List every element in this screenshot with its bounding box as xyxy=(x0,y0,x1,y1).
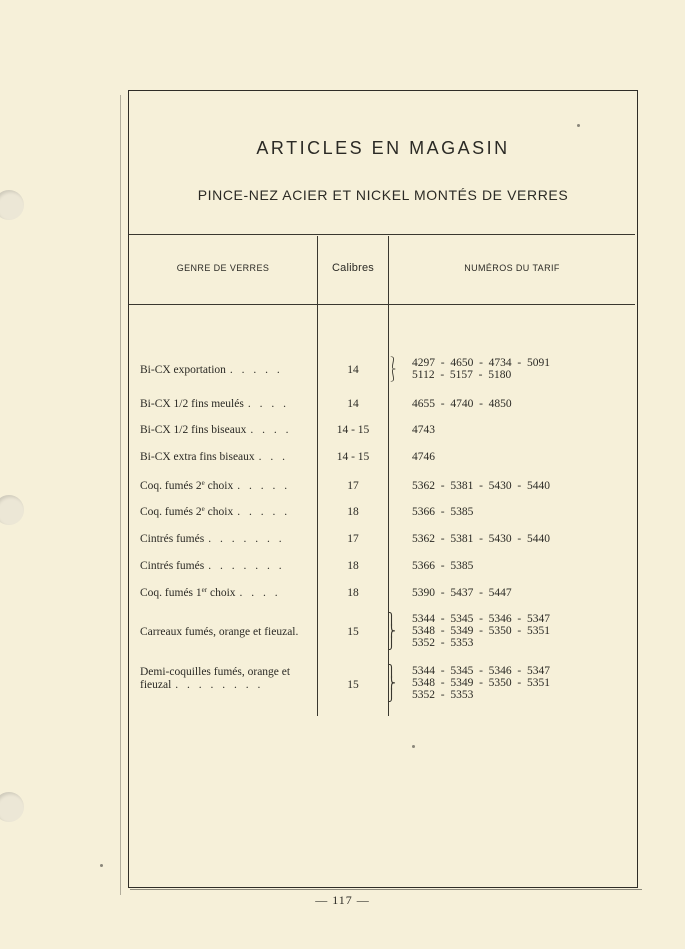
leader-dots: . . . xyxy=(258,451,289,463)
header-genre: GENRE DE VERRES xyxy=(176,263,270,273)
tarif-number-line: 5366 - 5385 xyxy=(412,560,474,572)
genre-cell xyxy=(140,398,316,411)
ordinal-suffix: e xyxy=(201,505,205,513)
leader-dots: . . . . . xyxy=(237,506,291,518)
tarif-number-line: 4655 - 4740 - 4850 xyxy=(412,398,512,410)
genre-label: Coq. fumés 2e choix xyxy=(140,479,234,492)
calibre-cell: 14 xyxy=(347,364,359,376)
genre-label-continued: fieuzal xyxy=(140,679,172,691)
tarif-number-line: 4746 xyxy=(412,451,435,463)
ordinal-suffix: e xyxy=(201,479,205,487)
tarif-number-line: 5348 - 5349 - 5350 - 5351 xyxy=(412,625,550,637)
tarif-numbers-cell xyxy=(412,560,473,572)
calibre-cell: 15 xyxy=(347,679,359,691)
genre-cell xyxy=(140,560,316,573)
calibre-cell: 17 xyxy=(347,480,359,492)
tarif-numbers-cell xyxy=(412,613,550,649)
header-numeros: NUMÉROS DU TARIF xyxy=(464,263,560,273)
header-bottom-rule xyxy=(129,304,635,305)
frame-shadow-bottom xyxy=(130,889,642,890)
tarif-number-line: 4297 - 4650 - 4734 - 5091 xyxy=(412,357,550,369)
tarif-number-line: 5112 - 5157 - 5180 xyxy=(412,369,512,381)
genre-cell xyxy=(140,451,316,464)
genre-label: Carreaux fumés, orange et fieuzal. xyxy=(140,626,299,638)
leader-dots: . . . . . . . xyxy=(208,560,285,572)
genre-label: Coq. fumés 2e choix xyxy=(140,505,234,518)
brace-mark: ⎫ ⎬ ⎭ xyxy=(387,664,396,702)
leader-dots: . . . . xyxy=(247,398,289,410)
brace-mark: ⎱ ⎰ xyxy=(387,356,400,382)
column-divider-left xyxy=(317,236,318,716)
genre-label: Cintrés fumés xyxy=(140,533,205,545)
leader-dots: . . . . . xyxy=(237,480,291,492)
ordinal-suffix: er xyxy=(201,586,208,594)
genre-cell xyxy=(140,533,316,546)
genre-label: Bi-CX 1/2 fins meulés xyxy=(140,398,244,410)
tarif-numbers-cell xyxy=(412,506,473,518)
calibre-cell: 14 xyxy=(347,398,359,410)
tarif-numbers-cell xyxy=(412,424,435,436)
genre-cell xyxy=(140,480,316,493)
tarif-number-line: 5366 - 5385 xyxy=(412,506,474,518)
tarif-numbers-cell xyxy=(412,533,550,545)
tarif-number-line: 5390 - 5437 - 5447 xyxy=(412,587,512,599)
tarif-numbers-cell xyxy=(412,398,512,410)
tarif-numbers-cell xyxy=(412,665,550,701)
genre-label: Bi-CX 1/2 fins biseaux xyxy=(140,424,247,436)
speck xyxy=(100,864,103,867)
frame-shadow xyxy=(120,95,121,895)
tarif-number-line: 5352 - 5353 xyxy=(412,689,474,701)
tarif-number-line: 4743 xyxy=(412,424,435,436)
calibre-cell: 14 - 15 xyxy=(336,424,370,436)
tarif-numbers-cell xyxy=(412,587,512,599)
calibre-cell: 15 xyxy=(347,626,359,638)
header-calibres: Calibres xyxy=(332,262,374,274)
genre-cell xyxy=(140,364,316,377)
tarif-numbers-cell xyxy=(412,357,550,381)
tarif-numbers-cell xyxy=(412,480,550,492)
page-title: ARTICLES EN MAGASIN xyxy=(256,138,510,158)
leader-dots: . . . . . . . xyxy=(208,533,285,545)
leader-dots: . . . . xyxy=(239,587,281,599)
genre-cell xyxy=(140,506,316,519)
page-number: — 117 — xyxy=(315,893,370,907)
tarif-number-line: 5348 - 5349 - 5350 - 5351 xyxy=(412,677,550,689)
brace-mark: ⎫ ⎬ ⎭ xyxy=(387,612,396,650)
genre-cell xyxy=(140,424,316,437)
calibre-cell: 17 xyxy=(347,533,359,545)
genre-label: Coq. fumés 1er choix xyxy=(140,586,236,599)
punch-hole-bottom xyxy=(0,792,24,822)
genre-label: Cintrés fumés xyxy=(140,560,205,572)
genre-label: Bi-CX extra fins biseaux xyxy=(140,451,255,463)
tarif-number-line: 5362 - 5381 - 5430 - 5440 xyxy=(412,533,550,545)
leader-dots: . . . . xyxy=(250,424,292,436)
punch-hole-top xyxy=(0,190,24,220)
calibre-cell: 18 xyxy=(347,587,359,599)
genre-cell xyxy=(140,626,316,639)
tarif-number-line: 5352 - 5353 xyxy=(412,637,474,649)
leader-dots: . . . . . xyxy=(229,364,283,376)
calibre-cell: 18 xyxy=(347,560,359,572)
calibre-cell: 18 xyxy=(347,506,359,518)
tarif-number-line: 5344 - 5345 - 5346 - 5347 xyxy=(412,613,550,625)
genre-cell xyxy=(140,587,316,600)
calibre-cell: 14 - 15 xyxy=(336,451,370,463)
genre-cell xyxy=(140,666,316,692)
tarif-numbers-cell xyxy=(412,451,435,463)
punch-hole-middle xyxy=(0,495,24,525)
table-top-rule xyxy=(129,234,635,235)
genre-label: Demi-coquilles fumés, orange et xyxy=(140,666,291,678)
tarif-number-line: 5362 - 5381 - 5430 - 5440 xyxy=(412,480,550,492)
page-subtitle: PINCE-NEZ ACIER ET NICKEL MONTÉS DE VERRES xyxy=(197,187,569,203)
tarif-number-line: 5344 - 5345 - 5346 - 5347 xyxy=(412,665,550,677)
leader-dots: . . . . . . . . xyxy=(175,679,264,691)
genre-label: Bi-CX exportation xyxy=(140,364,226,376)
